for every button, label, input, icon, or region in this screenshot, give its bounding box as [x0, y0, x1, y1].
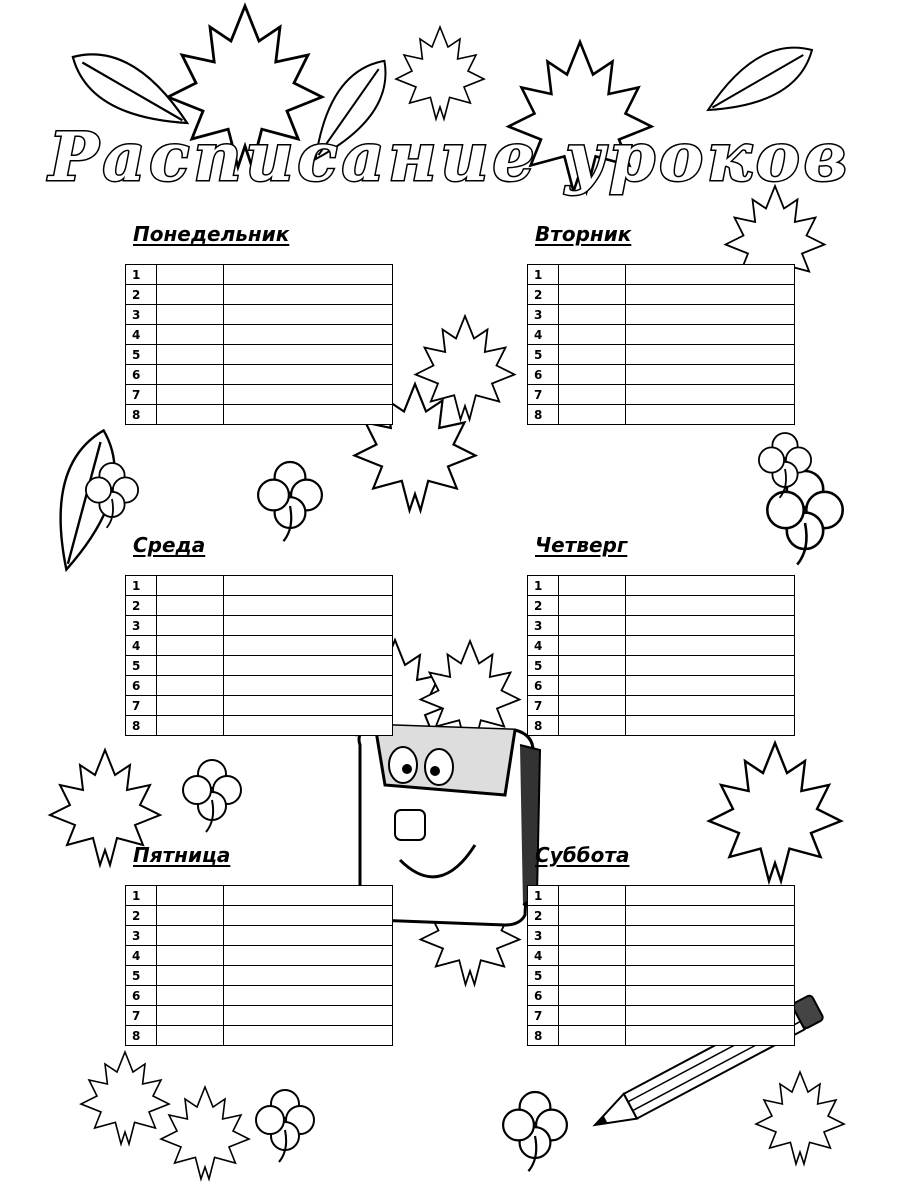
- subject-cell[interactable]: [224, 696, 393, 716]
- time-cell[interactable]: [559, 576, 626, 596]
- day-label: Суббота: [535, 843, 630, 867]
- day-label: Четверг: [535, 533, 628, 557]
- time-cell[interactable]: [559, 405, 626, 425]
- lesson-number: 6: [126, 676, 157, 696]
- time-cell[interactable]: [157, 906, 224, 926]
- table-row: [528, 385, 795, 405]
- schedule-table: [125, 575, 393, 736]
- subject-cell[interactable]: [626, 576, 795, 596]
- table-row: [126, 1026, 393, 1046]
- time-cell[interactable]: [559, 906, 626, 926]
- table-row: [126, 696, 393, 716]
- day-block-tuesday: [527, 222, 797, 425]
- time-cell[interactable]: [559, 325, 626, 345]
- time-cell[interactable]: [157, 886, 224, 906]
- table-row: [528, 285, 795, 305]
- table-row: [528, 886, 795, 906]
- subject-cell[interactable]: [626, 405, 795, 425]
- maple-leaf-icon: [161, 1087, 249, 1179]
- time-cell[interactable]: [157, 636, 224, 656]
- day-block-monday: [125, 222, 395, 425]
- table-row: [126, 325, 393, 345]
- time-cell[interactable]: [157, 926, 224, 946]
- table-row: [528, 656, 795, 676]
- lesson-number: 7: [528, 1006, 559, 1026]
- time-cell[interactable]: [157, 325, 224, 345]
- time-cell[interactable]: [559, 616, 626, 636]
- subject-cell[interactable]: [626, 305, 795, 325]
- subject-cell[interactable]: [224, 265, 393, 285]
- subject-cell[interactable]: [626, 716, 795, 736]
- time-cell[interactable]: [559, 265, 626, 285]
- schedule-table: [125, 264, 393, 425]
- time-cell[interactable]: [157, 385, 224, 405]
- table-row: [528, 966, 795, 986]
- subject-cell[interactable]: [224, 926, 393, 946]
- lesson-number: 4: [528, 946, 559, 966]
- table-row: [528, 946, 795, 966]
- subject-cell[interactable]: [224, 946, 393, 966]
- lesson-number: 6: [528, 365, 559, 385]
- subject-cell[interactable]: [626, 926, 795, 946]
- subject-cell[interactable]: [224, 676, 393, 696]
- day-label: Среда: [133, 533, 206, 557]
- lesson-number: 5: [528, 345, 559, 365]
- table-row: [528, 986, 795, 1006]
- lesson-number: 7: [126, 1006, 157, 1026]
- time-cell[interactable]: [157, 656, 224, 676]
- time-cell[interactable]: [559, 926, 626, 946]
- subject-cell[interactable]: [626, 966, 795, 986]
- subject-cell[interactable]: [224, 576, 393, 596]
- time-cell[interactable]: [157, 576, 224, 596]
- lesson-number: 6: [528, 676, 559, 696]
- lesson-number: 3: [126, 926, 157, 946]
- table-row: [528, 305, 795, 325]
- lesson-number: 5: [126, 656, 157, 676]
- table-row: [528, 636, 795, 656]
- table-row: [126, 926, 393, 946]
- lesson-number: 6: [528, 986, 559, 1006]
- table-row: [528, 405, 795, 425]
- lesson-number: 2: [126, 906, 157, 926]
- time-cell[interactable]: [559, 966, 626, 986]
- lesson-number: 4: [126, 946, 157, 966]
- lesson-number: 3: [528, 926, 559, 946]
- table-row: [126, 596, 393, 616]
- time-cell[interactable]: [559, 986, 626, 1006]
- lesson-number: 5: [126, 345, 157, 365]
- subject-cell[interactable]: [626, 946, 795, 966]
- lesson-number: 8: [126, 405, 157, 425]
- subject-cell[interactable]: [224, 656, 393, 676]
- time-cell[interactable]: [157, 616, 224, 636]
- lesson-number: 5: [126, 966, 157, 986]
- subject-cell[interactable]: [224, 325, 393, 345]
- time-cell[interactable]: [559, 636, 626, 656]
- clover-icon: [256, 1090, 314, 1162]
- lesson-number: 7: [126, 385, 157, 405]
- subject-cell[interactable]: [626, 886, 795, 906]
- lesson-number: 1: [528, 576, 559, 596]
- lesson-number: 5: [528, 966, 559, 986]
- maple-leaf-icon: [81, 1052, 169, 1144]
- table-row: [126, 656, 393, 676]
- table-row: [126, 345, 393, 365]
- lesson-number: 3: [528, 305, 559, 325]
- time-cell[interactable]: [559, 656, 626, 676]
- subject-cell[interactable]: [626, 325, 795, 345]
- time-cell[interactable]: [157, 345, 224, 365]
- time-cell[interactable]: [157, 696, 224, 716]
- clover-icon: [183, 760, 241, 832]
- time-cell[interactable]: [559, 305, 626, 325]
- subject-cell[interactable]: [626, 385, 795, 405]
- time-cell[interactable]: [157, 285, 224, 305]
- time-cell[interactable]: [559, 1026, 626, 1046]
- table-row: [528, 696, 795, 716]
- day-block-saturday: [527, 843, 797, 1046]
- table-row: [528, 1026, 795, 1046]
- lesson-number: 8: [528, 716, 559, 736]
- subject-cell[interactable]: [224, 345, 393, 365]
- subject-cell[interactable]: [224, 405, 393, 425]
- subject-cell[interactable]: [224, 385, 393, 405]
- subject-cell[interactable]: [626, 265, 795, 285]
- maple-leaf-icon: [756, 1072, 844, 1164]
- time-cell[interactable]: [157, 986, 224, 1006]
- day-label: Понедельник: [133, 222, 290, 246]
- table-row: [126, 265, 393, 285]
- lesson-number: 1: [528, 265, 559, 285]
- lesson-number: 5: [528, 656, 559, 676]
- lesson-number: 3: [126, 305, 157, 325]
- lesson-number: 7: [528, 385, 559, 405]
- time-cell[interactable]: [157, 1026, 224, 1046]
- table-row: [528, 716, 795, 736]
- lesson-number: 8: [528, 1026, 559, 1046]
- subject-cell[interactable]: [224, 986, 393, 1006]
- time-cell[interactable]: [157, 405, 224, 425]
- day-label: Вторник: [535, 222, 632, 246]
- clover-icon: [258, 462, 322, 541]
- lesson-number: 8: [528, 405, 559, 425]
- lesson-number: 2: [528, 596, 559, 616]
- table-row: [528, 906, 795, 926]
- subject-cell[interactable]: [224, 1026, 393, 1046]
- subject-cell[interactable]: [224, 716, 393, 736]
- time-cell[interactable]: [559, 365, 626, 385]
- lesson-number: 3: [126, 616, 157, 636]
- subject-cell[interactable]: [626, 696, 795, 716]
- subject-cell[interactable]: [626, 636, 795, 656]
- day-block-thursday: [527, 533, 797, 736]
- lesson-number: 8: [126, 1026, 157, 1046]
- subject-cell[interactable]: [224, 305, 393, 325]
- table-row: [126, 385, 393, 405]
- time-cell[interactable]: [559, 345, 626, 365]
- day-block-friday: [125, 843, 395, 1046]
- lesson-number: 2: [126, 596, 157, 616]
- schedule-table: [125, 885, 393, 1046]
- schedule-table: [527, 264, 795, 425]
- page-title: Расписание уроков: [48, 118, 852, 196]
- table-row: [126, 676, 393, 696]
- time-cell[interactable]: [157, 305, 224, 325]
- subject-cell[interactable]: [224, 285, 393, 305]
- time-cell[interactable]: [157, 1006, 224, 1026]
- lesson-number: 2: [126, 285, 157, 305]
- table-row: [528, 345, 795, 365]
- table-row: [528, 1006, 795, 1026]
- lesson-number: 2: [528, 906, 559, 926]
- table-row: [528, 576, 795, 596]
- time-cell[interactable]: [559, 285, 626, 305]
- subject-cell[interactable]: [224, 596, 393, 616]
- clover-icon: [503, 1092, 567, 1171]
- table-row: [528, 596, 795, 616]
- time-cell[interactable]: [559, 676, 626, 696]
- time-cell[interactable]: [559, 886, 626, 906]
- table-row: [126, 576, 393, 596]
- time-cell[interactable]: [559, 1006, 626, 1026]
- subject-cell[interactable]: [626, 616, 795, 636]
- lesson-number: 8: [126, 716, 157, 736]
- lesson-number: 1: [126, 265, 157, 285]
- subject-cell[interactable]: [626, 285, 795, 305]
- table-row: [126, 305, 393, 325]
- lesson-number: 7: [126, 696, 157, 716]
- time-cell[interactable]: [559, 385, 626, 405]
- lesson-number: 1: [126, 886, 157, 906]
- table-row: [126, 365, 393, 385]
- lesson-number: 6: [126, 986, 157, 1006]
- table-row: [528, 926, 795, 946]
- subject-cell[interactable]: [626, 906, 795, 926]
- day-block-wednesday: [125, 533, 395, 736]
- subject-cell[interactable]: [626, 986, 795, 1006]
- time-cell[interactable]: [559, 946, 626, 966]
- subject-cell[interactable]: [224, 616, 393, 636]
- subject-cell[interactable]: [626, 345, 795, 365]
- lesson-number: 7: [528, 696, 559, 716]
- table-row: [126, 906, 393, 926]
- subject-cell[interactable]: [626, 365, 795, 385]
- lesson-number: 4: [126, 636, 157, 656]
- table-row: [528, 365, 795, 385]
- time-cell[interactable]: [157, 676, 224, 696]
- subject-cell[interactable]: [626, 1006, 795, 1026]
- lesson-number: 1: [126, 576, 157, 596]
- time-cell[interactable]: [157, 966, 224, 986]
- lesson-number: 4: [528, 325, 559, 345]
- lesson-number: 1: [528, 886, 559, 906]
- table-row: [126, 886, 393, 906]
- time-cell[interactable]: [559, 596, 626, 616]
- table-row: [528, 265, 795, 285]
- table-row: [528, 325, 795, 345]
- table-row: [528, 616, 795, 636]
- table-row: [126, 946, 393, 966]
- lesson-number: 4: [528, 636, 559, 656]
- table-row: [126, 285, 393, 305]
- time-cell[interactable]: [559, 696, 626, 716]
- subject-cell[interactable]: [626, 656, 795, 676]
- subject-cell[interactable]: [224, 365, 393, 385]
- maple-leaf-icon: [396, 27, 484, 119]
- table-row: [126, 986, 393, 1006]
- time-cell[interactable]: [157, 596, 224, 616]
- oval-leaf-icon: [698, 33, 822, 128]
- subject-cell[interactable]: [224, 886, 393, 906]
- time-cell[interactable]: [157, 365, 224, 385]
- lesson-number: 4: [126, 325, 157, 345]
- table-row: [126, 1006, 393, 1026]
- lesson-number: 6: [126, 365, 157, 385]
- table-row: [126, 966, 393, 986]
- time-cell[interactable]: [559, 716, 626, 736]
- subject-cell[interactable]: [224, 966, 393, 986]
- lesson-number: 3: [528, 616, 559, 636]
- table-row: [528, 676, 795, 696]
- table-row: [126, 716, 393, 736]
- subject-cell[interactable]: [224, 636, 393, 656]
- subject-cell[interactable]: [626, 596, 795, 616]
- subject-cell[interactable]: [626, 1026, 795, 1046]
- subject-cell[interactable]: [224, 1006, 393, 1026]
- table-row: [126, 405, 393, 425]
- time-cell[interactable]: [157, 946, 224, 966]
- day-label: Пятница: [133, 843, 231, 867]
- lesson-number: 2: [528, 285, 559, 305]
- table-row: [126, 616, 393, 636]
- time-cell[interactable]: [157, 716, 224, 736]
- subject-cell[interactable]: [224, 906, 393, 926]
- subject-cell[interactable]: [626, 676, 795, 696]
- table-row: [126, 636, 393, 656]
- maple-leaf-icon: [416, 316, 515, 420]
- schedule-table: [527, 575, 795, 736]
- schedule-table: [527, 885, 795, 1046]
- time-cell[interactable]: [157, 265, 224, 285]
